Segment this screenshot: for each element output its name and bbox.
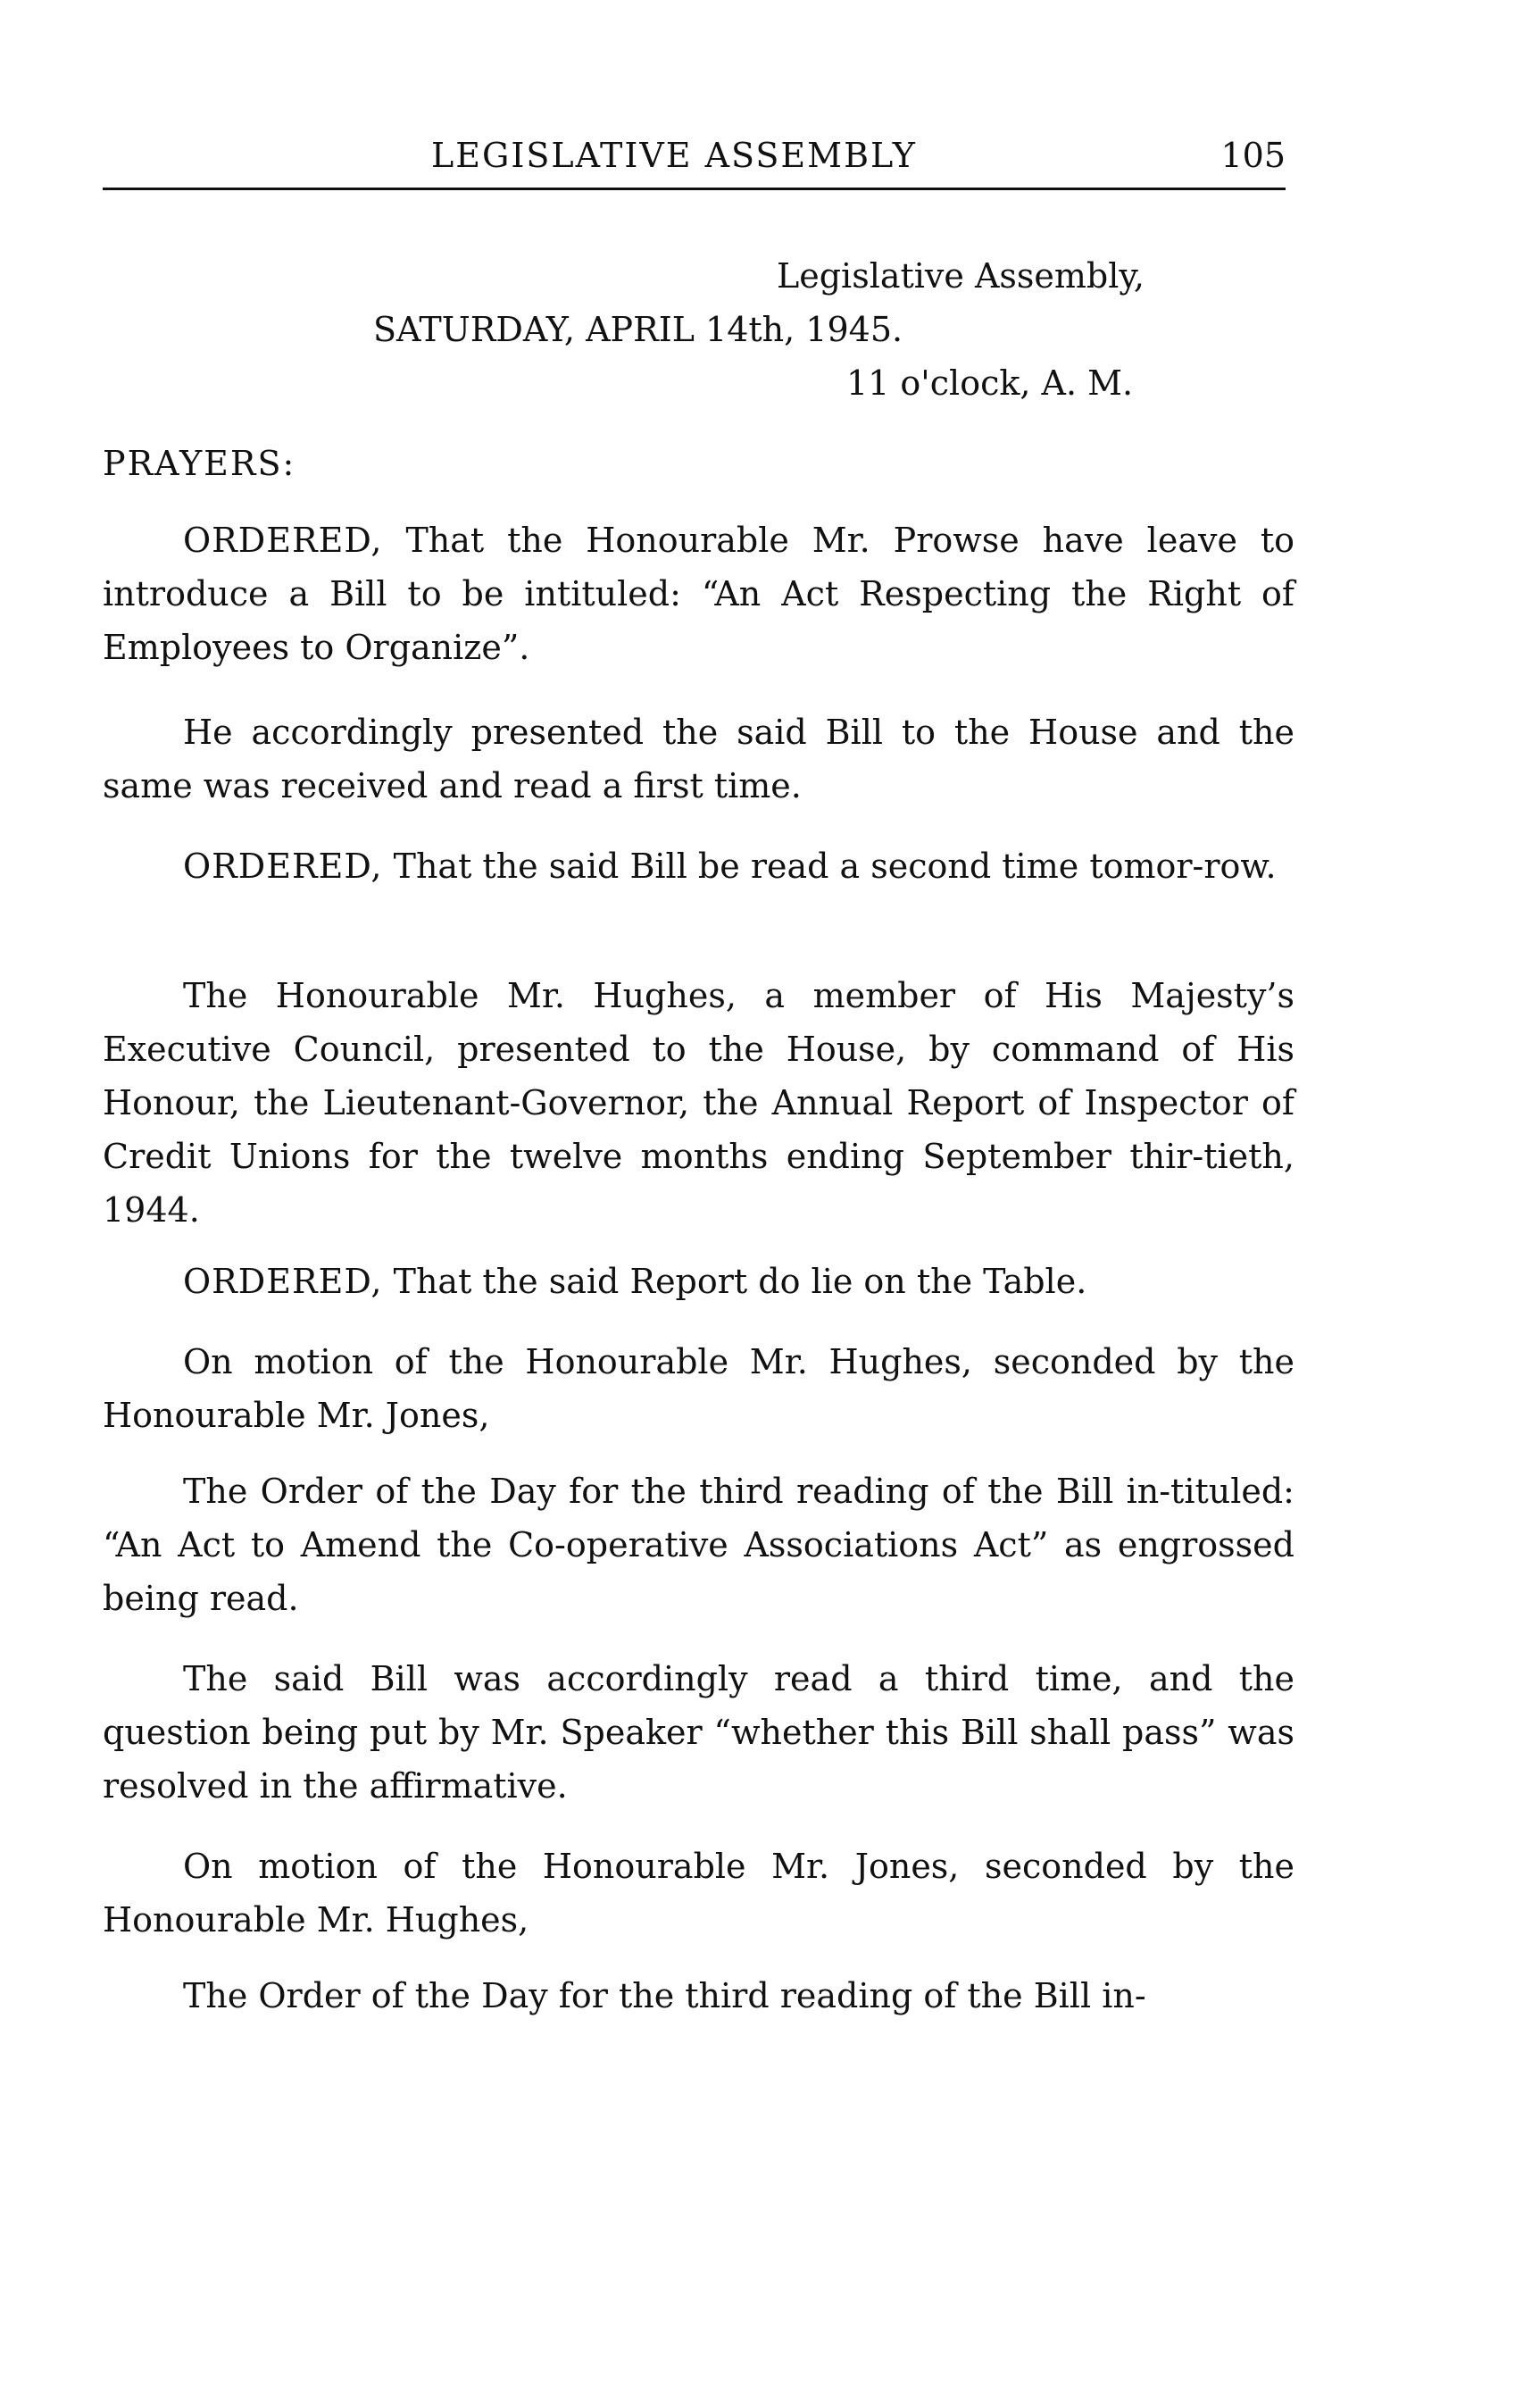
paragraph-7 xyxy=(103,1464,1294,1625)
paragraph-8-text: The said Bill was accordingly read a third time, and the question being put by Mr. Speaker “whether this Bill shall pass” was resolved in the affirmative. xyxy=(103,1659,1294,1806)
paragraph-1-label: ORDERED, xyxy=(183,521,383,560)
paragraph-1 xyxy=(103,513,1294,674)
paragraph-4 xyxy=(103,969,1294,1237)
paragraph-4-text: The Honourable Mr. Hughes, a member of His Majesty’s Executive Council, presented to the House, by command of His Honour, the Lieutenant-Governor, the Annual Report of Inspector of Credit Unions for the twelve months ending September thir-tieth, 1944. xyxy=(103,976,1294,1230)
paragraph-10 xyxy=(103,1969,1294,2023)
paragraph-6-text: On motion of the Honourable Mr. Hughes, seconded by the Honourable Mr. Jones, xyxy=(103,1342,1294,1435)
paragraph-6 xyxy=(103,1335,1294,1442)
paragraph-2 xyxy=(103,705,1294,813)
paragraph-3-label: ORDERED, xyxy=(183,847,383,886)
dateline-body: Legislative Assembly, xyxy=(777,256,1145,296)
page-number: 105 xyxy=(1220,136,1286,175)
paragraph-5 xyxy=(103,1255,1294,1308)
paragraph-3-text: That the said Bill be read a second time tomor-row. xyxy=(393,847,1277,886)
paragraph-7-text: The Order of the Day for the third reading of the Bill in-tituled: “An Act to Amend the Co-operative Associations Act” as engrossed being read. xyxy=(103,1472,1294,1618)
running-title: LEGISLATIVE ASSEMBLY xyxy=(431,136,917,175)
paragraph-10-text: The Order of the Day for the third reading of the Bill in- xyxy=(183,1976,1146,2015)
paragraph-5-label: ORDERED, xyxy=(183,1262,383,1301)
paragraph-9 xyxy=(103,1840,1294,1947)
paragraph-9-text: On motion of the Honourable Mr. Jones, seconded by the Honourable Mr. Hughes, xyxy=(103,1847,1294,1940)
dateline-time: 11 o'clock, A. M. xyxy=(846,363,1134,403)
paragraph-3 xyxy=(103,839,1294,893)
paragraph-8 xyxy=(103,1652,1294,1813)
header-rule xyxy=(103,188,1286,190)
dateline-date: SATURDAY, APRIL 14th, 1945. xyxy=(373,310,903,349)
paragraph-2-text: He accordingly presented the said Bill to the House and the same was received and read a first time. xyxy=(103,713,1294,805)
running-header xyxy=(103,136,1286,191)
prayers-heading: PRAYERS: xyxy=(103,444,296,483)
paragraph-5-text: That the said Report do lie on the Table. xyxy=(393,1262,1087,1301)
paragraph-1-text: That the Honourable Mr. Prowse have leave to introduce a Bill to be intituled: “An Act Respecting the Right of Employees to Organize”. xyxy=(103,521,1294,667)
